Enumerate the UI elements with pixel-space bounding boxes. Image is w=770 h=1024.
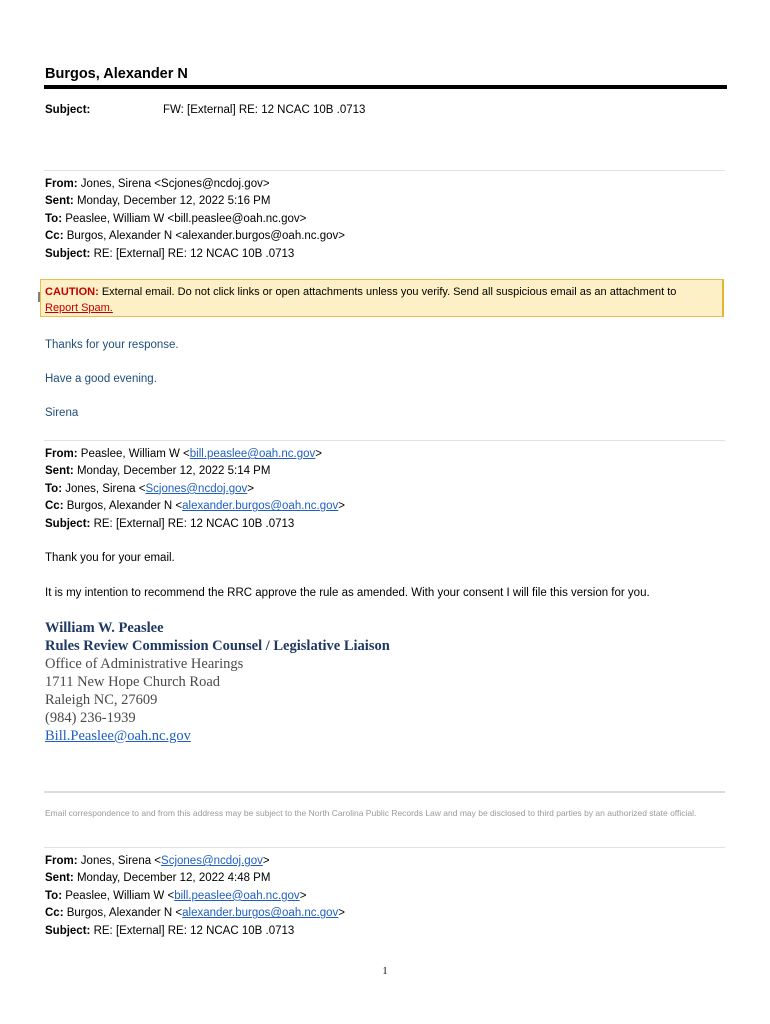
sent-line: Sent: Monday, December 12, 2022 4:48 PM [45,872,271,885]
subject-value: FW: [External] RE: 12 NCAC 10B .0713 [163,104,366,116]
subject-line: Subject: RE: [External] RE: 12 NCAC 10B .0713 [45,924,295,937]
separator-3 [44,791,725,793]
separator-4 [44,847,725,848]
cc-email-link[interactable]: alexander.burgos@oah.nc.gov [182,907,339,920]
sent-line: Sent: Monday, December 12, 2022 5:16 PM [45,195,271,208]
to-line: To: Peaslee, William W <bill.peaslee@oah.nc.gov> [45,212,307,225]
signature-address-2: Raleigh NC, 27609 [45,692,158,708]
to-email-link[interactable]: Scjones@ncdoj.gov [145,482,248,495]
caution-banner [40,279,724,317]
subject-line: Subject: RE: [External] RE: 12 NCAC 10B .0713 [45,247,295,260]
signature-email-link[interactable]: Bill.Peaslee@oah.nc.gov [45,728,191,744]
separator-1 [44,170,725,171]
body-line-thank-you: Thank you for your email. [45,552,175,564]
public-records-disclaimer: Email correspondence to and from this address may be subject to the North Carolina Public Records Law and may be disclosed to third parties by an authorized state official. [45,808,697,818]
message-2-header [45,446,345,533]
from-email-link[interactable]: bill.peaslee@oah.nc.gov [189,448,316,460]
to-line: To: Peaslee, William W <bill.peaslee@oah.nc.gov> [45,889,307,902]
message-3-header [45,853,345,940]
signature-name: William W. Peaslee [45,620,164,636]
separator-2 [44,440,725,441]
body-line-intention: It is my intention to recommend the RRC approve the rule as amended. With your consent I will file this version for you. [45,587,650,599]
report-spam-link[interactable]: Report Spam. [45,302,113,314]
from-line: From: Peaslee, William W <bill.peaslee@oah.nc.gov> [45,448,322,460]
body-line-signoff: Sirena [45,407,79,419]
caution-text: External email. Do not click links or open attachments unless you verify. Send all suspicious email as an attachment to [101,286,677,298]
sent-line: Sent: Monday, December 12, 2022 5:14 PM [45,465,271,478]
from-email-link[interactable]: Scjones@ncdoj.gov [161,855,263,867]
caution-label: CAUTION: [45,286,99,298]
cc-line: Cc: Burgos, Alexander N <alexander.burgos@oah.nc.gov> [45,230,346,243]
signature-title: Rules Review Commission Counsel / Legislative Liaison [45,638,390,654]
page-number: 1 [382,966,388,977]
cc-email-link[interactable]: alexander.burgos@oah.nc.gov [182,500,339,513]
subject-label: Subject: [45,104,91,116]
signature-phone: (984) 236-1939 [45,710,136,726]
signature-address-1: 1711 New Hope Church Road [45,674,221,690]
to-email-link[interactable]: bill.peaslee@oah.nc.gov [174,889,300,902]
body-line-evening: Have a good evening. [45,373,157,385]
header-rule [44,85,727,89]
body-line-thanks: Thanks for your response. [45,339,179,351]
cc-line: Cc: Burgos, Alexander N <alexander.burgos@oah.nc.gov> [45,907,346,920]
mailbox-owner-name: Burgos, Alexander N [45,66,188,82]
from-line: From: Jones, Sirena <Scjones@ncdoj.gov> [45,178,270,190]
banner-edge-mark [38,292,40,302]
message-1-header [45,176,345,263]
from-line: From: Jones, Sirena <Scjones@ncdoj.gov> [45,855,270,867]
to-line: To: Jones, Sirena <Scjones@ncdoj.gov> [45,482,255,495]
signature-org: Office of Administrative Hearings [45,656,244,672]
cc-line: Cc: Burgos, Alexander N <alexander.burgos@oah.nc.gov> [45,500,346,513]
subject-line: Subject: RE: [External] RE: 12 NCAC 10B .0713 [45,517,295,530]
